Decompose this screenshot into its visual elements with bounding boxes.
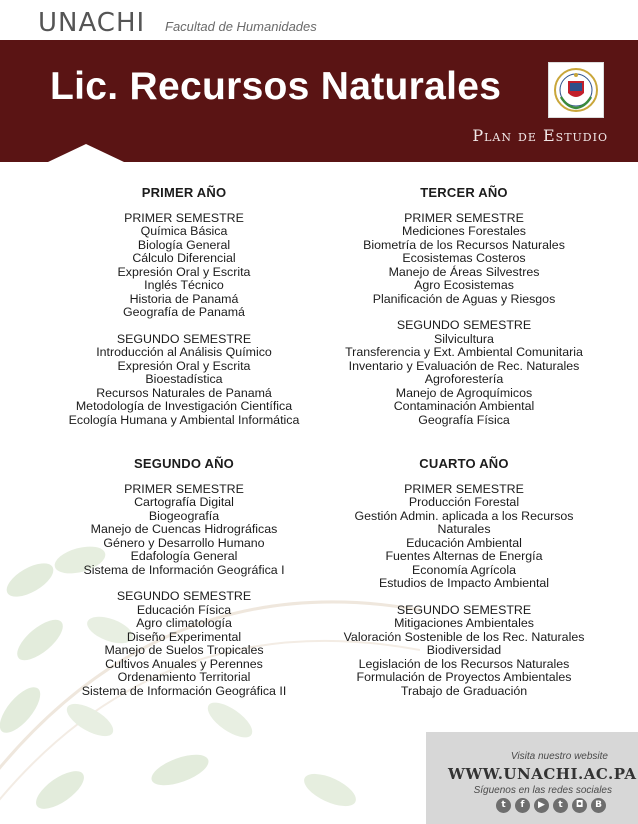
course-item: Sistema de Información Geográfica I: [83, 562, 285, 577]
semester-label: PRIMER SEMESTRE: [124, 481, 244, 496]
blogger-icon[interactable]: B: [591, 798, 606, 813]
course-item: Historia de Panamá: [129, 291, 239, 306]
third-year-block: [314, 186, 614, 427]
course-item: Transferencia y Ext. Ambiental Comunitaria: [345, 345, 583, 359]
page-title: Lic. Recursos Naturales: [50, 65, 502, 108]
course-item: Cultivos Anuales y Perennes: [105, 656, 263, 671]
course-item: Mediciones Forestales: [402, 224, 526, 238]
course-item: Valoración Sostenible de los Rec. Naturales: [343, 629, 585, 644]
semester-label: PRIMER SEMESTRE: [404, 481, 524, 496]
year-title: TERCER AÑO: [420, 185, 508, 200]
course-item: Recursos Naturales de Panamá: [96, 385, 272, 400]
page-subtitle: Plan de Estudio: [472, 126, 608, 145]
course-item: Biodiversidad: [426, 643, 502, 657]
course-item: Biometría de los Recursos Naturales: [363, 237, 565, 252]
course-item: Género y Desarrollo Humano: [103, 535, 265, 550]
course-item: Cálculo Diferencial: [132, 251, 236, 265]
course-item: Educación Física: [136, 602, 232, 617]
course-item: Manejo de Suelos Tropicales: [104, 643, 264, 657]
year-title: PRIMER AÑO: [141, 185, 227, 200]
fourth-year-block: [314, 457, 614, 698]
twitter-icon[interactable]: t: [496, 798, 511, 813]
top-bar: [0, 0, 638, 40]
semester-label: SEGUNDO SEMESTRE: [116, 589, 252, 603]
course-item: Geografía de Panamá: [123, 305, 245, 319]
university-logo-text[interactable]: UNACHI: [38, 8, 146, 38]
course-item: Naturales: [437, 522, 491, 536]
university-seal: [548, 62, 604, 118]
course-item: Legislación de los Recursos Naturales: [358, 656, 570, 671]
course-item: Inglés Técnico: [144, 278, 224, 292]
tumblr-icon[interactable]: t: [553, 798, 568, 813]
social-icons: [496, 798, 606, 813]
course-item: Mitigaciones Ambientales: [394, 616, 534, 630]
course-item: Bioestadística: [145, 372, 223, 386]
course-item: Metodología de Investigación Científica: [75, 399, 293, 413]
course-item: Inventario y Evaluación de Rec. Naturales: [348, 358, 580, 373]
semester-label: PRIMER SEMESTRE: [124, 210, 244, 225]
seal-icon: [549, 63, 603, 117]
course-item: Sistema de Información Geográfica II: [81, 683, 287, 698]
year-title: SEGUNDO AÑO: [134, 456, 234, 471]
course-item: Ecología Humana y Ambiental Informática: [68, 412, 300, 427]
course-item: Economía Agrícola: [411, 562, 516, 577]
year-title: CUARTO AÑO: [419, 456, 509, 471]
course-item: Ecosistemas Costeros: [402, 251, 526, 265]
course-item: Edafología General: [130, 549, 238, 563]
course-item: Producción Forestal: [408, 495, 520, 509]
banner-notch: [48, 144, 124, 162]
course-item: Agroforestería: [424, 372, 504, 386]
course-item: Cartografía Digital: [134, 495, 234, 509]
semester-label: SEGUNDO SEMESTRE: [116, 331, 252, 346]
course-item: Manejo de Agroquímicos: [395, 385, 533, 400]
course-item: Planificación de Aguas y Riesgos: [372, 291, 556, 306]
course-item: Diseño Experimental: [126, 629, 242, 644]
course-item: Contaminación Ambiental: [393, 399, 535, 413]
course-item: Silvicultura: [434, 331, 494, 346]
course-item: Formulación de Proyectos Ambientales: [356, 670, 572, 684]
course-item: Biología General: [137, 237, 231, 252]
course-item: Agro Ecosistemas: [414, 278, 514, 292]
follow-text: Síguenos en las redes sociales: [473, 785, 612, 796]
course-item: Agro climatología: [136, 616, 232, 630]
course-item: Química Básica: [140, 224, 228, 238]
first-year-block: [34, 186, 334, 427]
course-item: Expresión Oral y Escrita: [117, 358, 251, 373]
course-item: Manejo de Cuencas Hidrográficas: [90, 522, 278, 536]
semester-label: SEGUNDO SEMESTRE: [396, 602, 532, 617]
social-box: [426, 732, 638, 824]
course-item: Estudios de Impacto Ambiental: [378, 576, 550, 590]
course-item: Gestión Admin. aplicada a los Recursos: [354, 508, 574, 523]
course-item: Biogeografía: [148, 508, 220, 523]
course-item: Fuentes Alternas de Energía: [385, 549, 543, 563]
course-item: Expresión Oral y Escrita: [117, 264, 251, 279]
course-item: Ordenamiento Territorial: [117, 670, 251, 684]
faculty-name: Facultad de Humanidades: [165, 19, 317, 34]
course-item: Manejo de Áreas Silvestres: [388, 264, 540, 279]
semester-label: PRIMER SEMESTRE: [404, 210, 524, 225]
website-link[interactable]: WWW.UNACHI.AC.PA: [448, 765, 637, 783]
semester-label: SEGUNDO SEMESTRE: [396, 318, 532, 332]
instagram-icon[interactable]: ◘: [572, 798, 587, 813]
facebook-icon[interactable]: f: [515, 798, 530, 813]
second-year-block: [34, 457, 334, 698]
course-item: Trabajo de Graduación: [400, 683, 528, 698]
course-item: Educación Ambiental: [406, 535, 522, 550]
course-item: Geografía Física: [418, 412, 510, 427]
visit-text: Visita nuestro website: [510, 751, 608, 762]
course-item: Introducción al Análisis Químico: [96, 345, 272, 359]
youtube-icon[interactable]: ▶: [534, 798, 549, 813]
